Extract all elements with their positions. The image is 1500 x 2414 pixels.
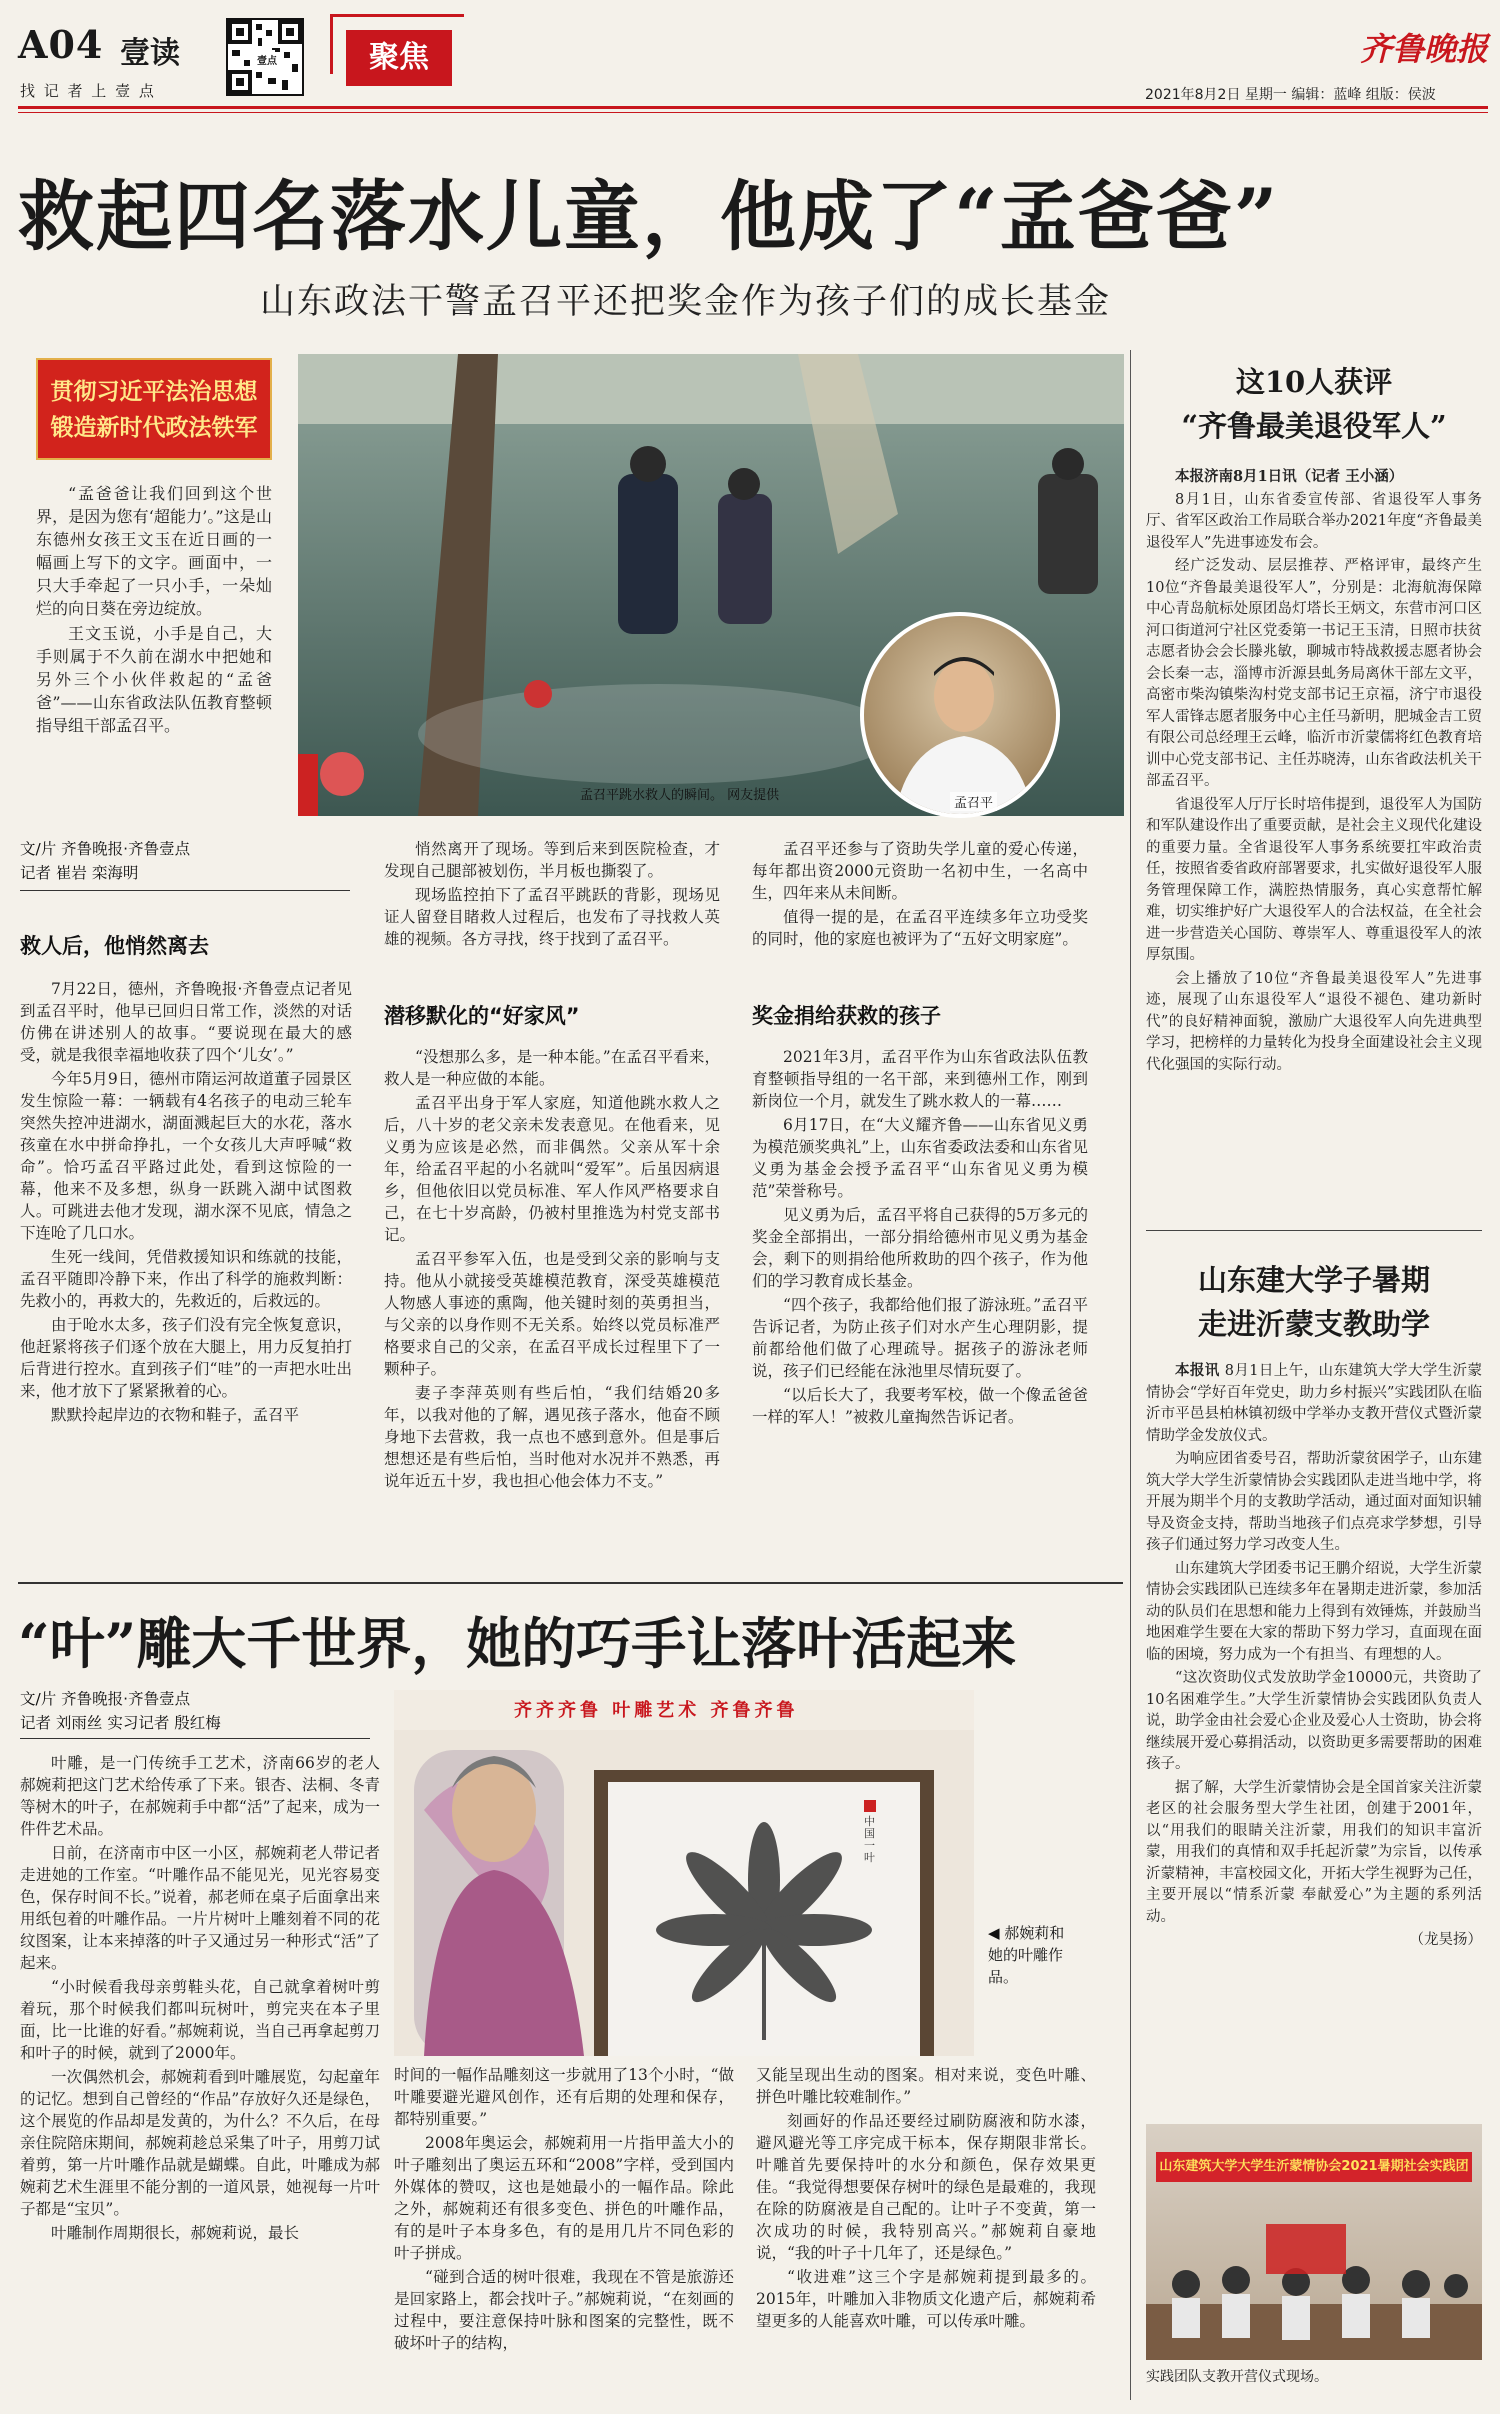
para: 值得一提的是，在孟召平连续多年立功受奖的同时，他的家庭也被评为了“五好文明家庭”。	[752, 908, 1088, 948]
para: 经广泛发动、层层推荐、严格评审，最终产生10位“齐鲁最美退役军人”，分别是：北海航海保障中心青岛航标处原团岛灯塔长王炳文，东营市河口区河口街道河宁社区党委第一书记王玉清，日照市扶贫志愿者协会会长滕兆敏，聊城市特战救援志愿者协会会长秦一志，淄博市沂源县虬务局离休干部左文平，高密市柴沟镇柴沟村党支部书记王京福，济宁市退役军人雷锋志愿者服务中心主任马新明，肥城金吉工贸有限公司总经理王云峰，临沂市沂蒙儒将红色教育培训中心党支部书记、主任苏晓涛，山东省政法机关干部孟召平。	[1146, 558, 1482, 789]
byline-rule	[20, 890, 350, 891]
para: 日前，在济南市中区一小区，郝婉莉老人带记者走进她的工作室。“叶雕作品不能见光，见光容易变色，保存时间不长。”说着，郝老师在桌子后面拿出来用纸包着的叶雕作品。一片片树叶上雕刻着不同的花纹图案，让本来掉落的叶子又通过另一种形式“活”了起来。	[20, 1844, 380, 1972]
section-tag: 聚焦	[346, 30, 452, 86]
paper-logo: 齐鲁晚报	[1360, 30, 1489, 68]
right-divider	[1146, 1230, 1482, 1231]
para: 悄然离开了现场。等到后来到医院检查，才发现自己腿部被划伤，半月板也撕裂了。	[384, 840, 720, 880]
sec2-title: 潜移默化的“好家风”	[384, 1004, 580, 1028]
para: 刻画好的作品还要经过刷防腐液和防水漆，避风避光等工序完成干标本，保存期限非常长。叶雕首先要保持叶的水分和颜色，保存效果更佳。“我觉得想要保存树叶的绿色是最难的，我现在除的防腐液是自己配的。让叶子不变黄，第一次成功的时候，我特别高兴。”郝婉莉自豪地说，“我的叶子十几年了，还是绿色。”	[756, 2112, 1096, 2262]
volunteer-caption: 实践团队支教开营仪式现场。	[1146, 2369, 1328, 2385]
para: 默默拎起岸边的衣物和鞋子，孟召平	[51, 1406, 300, 1424]
para: 叶雕，是一门传统手工艺术，济南66岁的老人郝婉莉把这门艺术给传承了下来。银杏、法桐、冬青等树木的叶子，在郝婉莉手中都“活”了起来，成为一件件艺术品。	[20, 1754, 380, 1838]
lead-byline-2: 记者 崔岩 栾海明	[20, 864, 139, 882]
para: 见义勇为后，孟召平将自己获得的5万多元的奖金全部捐出，一部分捐给德州市见义勇为基金会，剩下的则捐给他所救助的四个孩子，作为他们的学习教育成长基金。	[752, 1206, 1088, 1290]
para: 8月1日，山东省委宣传部、省退役军人事务厅、省军区政治工作局联合举办2021年度“齐鲁最美退役军人”先进事迹发布会。	[1146, 491, 1482, 551]
right-s2-title-1: 山东建大学子暑期	[1197, 1263, 1430, 1297]
right-s1-lead: 本报济南8月1日讯（记者 王小涵）	[1175, 468, 1404, 485]
intro-para: 王文玉说，小手是自己，大手则属于不久前在湖水中把她和另外三个小伙伴救起的“孟爸爸”——山东省政法队伍教育整顿指导组干部孟召平。	[36, 624, 272, 735]
right-s2-lead: 本报讯	[1175, 1362, 1220, 1379]
intro-para: “孟爸爸让我们回到这个世界，是因为您有‘超能力’。”这是山东德州女孩王文玉在近日画的一幅画上写下的文字。画面中，一只大手牵起了一只小手，一朵灿烂的向日葵在旁边绽放。	[36, 484, 272, 618]
second-col-3	[756, 2064, 1096, 2398]
right-s1-title-1: 这10人获评	[1235, 365, 1393, 399]
para: 2008年奥运会，郝婉莉用一片指甲盖大小的叶子雕刻出了奥运五环和“2008”字样，受到国内外媒体的赞叹，这也是她最小的一幅作品。除此之外，郝婉莉还有很多变色、拼色的叶雕作品，有的是叶子本身多色，有的是用几片不同色彩的叶子拼成。	[394, 2134, 734, 2262]
para: 由于呛水太多，孩子们没有完全恢复意识，他赶紧将孩子们逐个放在大腿上，用力反复拍打后背进行控水。直到孩子们“哇”的一声把水吐出来，他才放下了紧紧揪着的心。	[20, 1316, 352, 1400]
second-byline-2: 记者 刘雨丝 实习记者 殷红梅	[20, 1714, 221, 1732]
date-line: 2021年8月2日 星期一 编辑：蓝峰 组版：侯波	[1145, 87, 1436, 103]
lead-subhead: 山东政法干警孟召平还把奖金作为孩子们的成长基金	[260, 282, 1112, 322]
para: “碰到合适的树叶很难，我现在不管是旅游还是回家路上，都会找叶子。”郝婉莉说，“在刻画的过程中，要注意保持叶脉和图案的完整性，既不破坏叶子的结构，	[394, 2268, 734, 2352]
lead-photo-caption: 孟召平跳水救人的瞬间。 网友提供	[580, 788, 780, 803]
qr-label: 壹点	[257, 56, 277, 67]
right-s1-title-2: “齐鲁最美退役军人”	[1181, 409, 1447, 443]
sec1-title: 救人后，他悄然离去	[20, 934, 209, 958]
story-divider	[18, 1582, 1123, 1584]
second-headline: “叶”雕大千世界，她的巧手让落叶活起来	[18, 1611, 1017, 1676]
qr-code[interactable]	[226, 18, 304, 96]
para: 2021年3月，孟召平作为山东省政法队伍教育整顿指导组的一名干部，来到德州工作，刚到新岗位一个月，就发生了跳水救人的一幕……	[752, 1048, 1088, 1110]
volunteer-banner: 山东建筑大学大学生沂蒙情协会2021暑期社会实践团	[1156, 2152, 1472, 2182]
badge-line-2: 锻造新时代政法铁军	[50, 415, 258, 441]
para: 妻子李萍英则有些后怕，“我们结婚20多年，以我对他的了解，遇见孩子落水，他奋不顾身地下去营救，我一点也不感到意外。但是事后想想还是有些后怕，当时他对水况并不熟悉，再说年近五十岁，我也担心他会体力不支。”	[384, 1384, 720, 1490]
right-s2-body	[1146, 1360, 1482, 2114]
volunteer-photo	[1146, 2124, 1482, 2360]
para: 山东建筑大学团委书记王鹏介绍说，大学生沂蒙情协会实践团队已连续多年在暑期走进沂蒙，参加活动的队员们在思想和能力上得到有效锤炼，并鼓励当地困难学生要在大家的帮助下努力学习，直面现在面临的困境，努力成为一个有担当、有理想的人。	[1146, 1560, 1482, 1663]
para: 8月1日上午，山东建筑大学大学生沂蒙情协会“学好百年党史，助力乡村振兴”实践团队在临沂市平邑县柏林镇初级中学举办支教开营仪式暨沂蒙情助学金发放仪式。	[1146, 1363, 1482, 1444]
inset-portrait	[860, 612, 1060, 818]
sec3-title: 奖金捐给获救的孩子	[752, 1004, 941, 1028]
para: 为响应团省委号召，帮助沂蒙贫困学子，山东建筑大学大学生沂蒙情协会实践团队走进当地中学，将开展为期半个月的支教助学活动，通过面对面知识辅导及资金支持，帮助当地孩子们点亮求学梦想，引导孩子们通过努力学习改变人生。	[1146, 1451, 1482, 1553]
para: 叶雕制作周期很长，郝婉莉说，最长	[51, 2224, 300, 2242]
lead-col-3a	[752, 838, 1088, 968]
para: 又能呈现出生动的图案。相对来说，变色叶雕、拼色叶雕比较难制作。”	[756, 2066, 1096, 2106]
lead-byline-1: 文/片 齐鲁晚报·齐鲁壹点	[20, 840, 191, 858]
inset-caption: 孟召平	[950, 792, 997, 811]
masthead-rule-thin	[18, 112, 1488, 113]
para: “以后长大了，我要考军校，做一个像孟爸爸一样的军人！”被救儿童掏然告诉记者。	[752, 1386, 1088, 1426]
badge-line-1: 贯彻习近平法治思想	[50, 379, 258, 405]
campaign-badge	[36, 358, 272, 460]
para: 会上播放了10位“齐鲁最美退役军人”先进事迹，展现了山东退役军人“退役不褪色、建功新时代”的良好精神面貌，激励广大退役军人向先进典型学习，把榜样的力量转化为投身全面建设社会主义现代化强国的实际行动。	[1146, 970, 1482, 1073]
section-name: 壹读	[120, 36, 180, 71]
leaf-art-photo	[394, 1690, 974, 2056]
masthead-rule	[18, 106, 1488, 109]
para: 据了解，大学生沂蒙情协会是全国首家关注沂蒙老区的社会服务型大学生社团，创建于2001年，以“用我们的眼睛关注沂蒙，用我们的知识丰富沂蒙，用我们的真情和双手托起沂蒙”为宗旨，以传承沂蒙精神，丰富校园文化，开拓大学生视野为己任，主要开展以“情系沂蒙 奉献爱心”为主题的系列活动。	[1146, 1779, 1482, 1925]
lead-col-2b	[384, 1046, 720, 1568]
lead-col-1	[20, 978, 352, 1570]
para: 时间的一幅作品雕刻这一步就用了13个小时，“做叶雕要避光避风创作，还有后期的处理和保存，都特别重要。”	[394, 2066, 734, 2128]
artwork-signature: 中国一叶	[864, 1815, 875, 1864]
para: “收进难”这三个字是郝婉莉提到最多的。2015年，叶雕加入非物质文化遗产后，郝婉莉希望更多的人能喜欢叶雕，可以传承叶雕。	[756, 2268, 1096, 2330]
second-byline-1: 文/片 齐鲁晚报·齐鲁壹点	[20, 1690, 191, 1708]
para: 现场监控拍下了孟召平跳跃的背影，现场见证人留登目睹救人过程后，也发布了寻找救人英雄的视频。各方寻找，终于找到了孟召平。	[384, 886, 720, 948]
para: 孟召平还参与了资助失学儿童的爱心传递，每年都出资2000元资助一名初中生，一名高中生，四年来从未间断。	[752, 840, 1088, 902]
lead-intro	[36, 482, 272, 812]
para: “四个孩子，我都给他们报了游泳班。”孟召平告诉记者，为防止孩子们对水产生心理阴影，提前都给他们做了心理疏导。据孩子的游泳老师说，孩子们已经能在泳池里尽情玩耍了。	[752, 1296, 1088, 1380]
para: “没想那么多，是一种本能。”在孟召平看来，救人是一种应做的本能。	[384, 1048, 720, 1088]
photo-banner: 齐齐齐鲁 叶雕艺术 齐鲁齐鲁	[514, 1700, 799, 1721]
lead-col-2a	[384, 838, 720, 968]
second-col-1	[20, 1752, 380, 2398]
section-slogan: 找 记 者 上 壹 点	[20, 82, 156, 100]
second-photo-caption: ◀ 郝婉莉和她的叶雕作品。	[988, 1924, 1065, 1986]
right-s1-body	[1146, 466, 1482, 1206]
para: 7月22日，德州，齐鲁晚报·齐鲁壹点记者见到孟召平时，他早已回归日常工作，淡然的对话仿佛在讲述别人的故事。“要说现在最大的感受，就是我很幸福地收获了四个‘儿女’。”	[20, 980, 352, 1064]
para: 孟召平参军入伍，也是受到父亲的影响与支持。他从小就接受英雄模范教育，深受英雄模范人物感人事迹的熏陶，他关键时刻的英勇担当，与父亲的以身作则不无关系。始终以党员标准严格要求自己的父亲，在孟召平成长过程里下了一颗种子。	[384, 1250, 720, 1378]
para: 一次偶然机会，郝婉莉看到叶雕展览，勾起童年的记忆。想到自己曾经的“作品”存放好久还是绿色，这个展览的作品却是发黄的，为什么？不久后，在母亲住院陪床期间，郝婉莉趁总采集了叶子，用剪刀试着剪，第一片叶雕作品就是蝴蝶。自此，叶雕成为郝婉莉艺术生涯里不能分割的一道风景，她视每一片叶子都是“宝贝”。	[20, 2068, 380, 2218]
para: 今年5月9日，德州市隋运河故道董子园景区发生惊险一幕：一辆载有4名孩子的电动三轮车突然失控冲进湖水，湖面溅起巨大的水花，落水孩童在水中拼命挣扎，一个女孩儿大声呼喊“救命”。恰巧孟召平路过此处，看到这惊险的一幕，他来不及多想，纵身一跃跳入湖中试图救人。可跳进去他才发现，湖水深不见底，情急之下连呛了几口水。	[20, 1070, 352, 1242]
right-column-divider	[1130, 350, 1131, 2400]
second-col-2	[394, 2064, 734, 2398]
right-s2-title-2: 走进沂蒙支教助学	[1197, 1307, 1430, 1341]
right-s2-sign: （龙昊扬）	[1409, 1932, 1482, 1948]
byline-rule	[20, 1738, 370, 1739]
lead-col-3b	[752, 1046, 1088, 1568]
para: 省退役军人厅厅长时培伟提到，退役军人为国防和军队建设作出了重要贡献，是社会主义现代化建设的重要力量。全省退役军人事务系统要扛牢政治责任，按照省委省政府部署要求，扎实做好退役军人服务管理保障工作，满腔热情服务，真心实意帮忙解难，切实维护好广大退役军人的合法权益，在全社会进一步营造关心国防、尊崇军人、尊重退役军人的浓厚氛围。	[1146, 796, 1482, 963]
lead-headline: 救起四名落水儿童，他成了“孟爸爸”	[18, 172, 1280, 261]
para: 6月17日，在“大义耀齐鲁——山东省见义勇为模范颁奖典礼”上，山东省委政法委和山东省见义勇为基金会授予孟召平“山东省见义勇为模范”荣誉称号。	[752, 1116, 1088, 1200]
page-number: A04	[18, 22, 104, 67]
para: 生死一线间，凭借救援知识和练就的技能，孟召平随即冷静下来，作出了科学的施救判断：先救小的，再救大的，先救近的，后救远的。	[20, 1248, 352, 1310]
para: 孟召平出身于军人家庭，知道他跳水救人之后，八十岁的老父亲未发表意见。在他看来，见义勇为应该是必然，而非偶然。父亲从军十余年，给孟召平起的小名就叫“爱军”。后虽因病退乡，但他依旧以党员标准、军人作风严格要求自己，在七十岁高龄，仍被村里推选为村党支部书记。	[384, 1094, 720, 1244]
para: “这次资助仪式发放助学金10000元，共资助了10名困难学生。”大学生沂蒙情协会实践团队负责人说，助学金由社会爱心企业及爱心人士资助，协会将继续展开爱心募捐活动，以资助更多需要帮助的困难孩子。	[1146, 1670, 1482, 1772]
para: “小时候看我母亲剪鞋头花，自己就拿着树叶剪着玩，那个时候我们都叫玩树叶，剪完夹在本子里面，比一比谁的好看。”郝婉莉说，当自己再拿起剪刀和叶子的时候，就到了2000年。	[20, 1978, 380, 2062]
